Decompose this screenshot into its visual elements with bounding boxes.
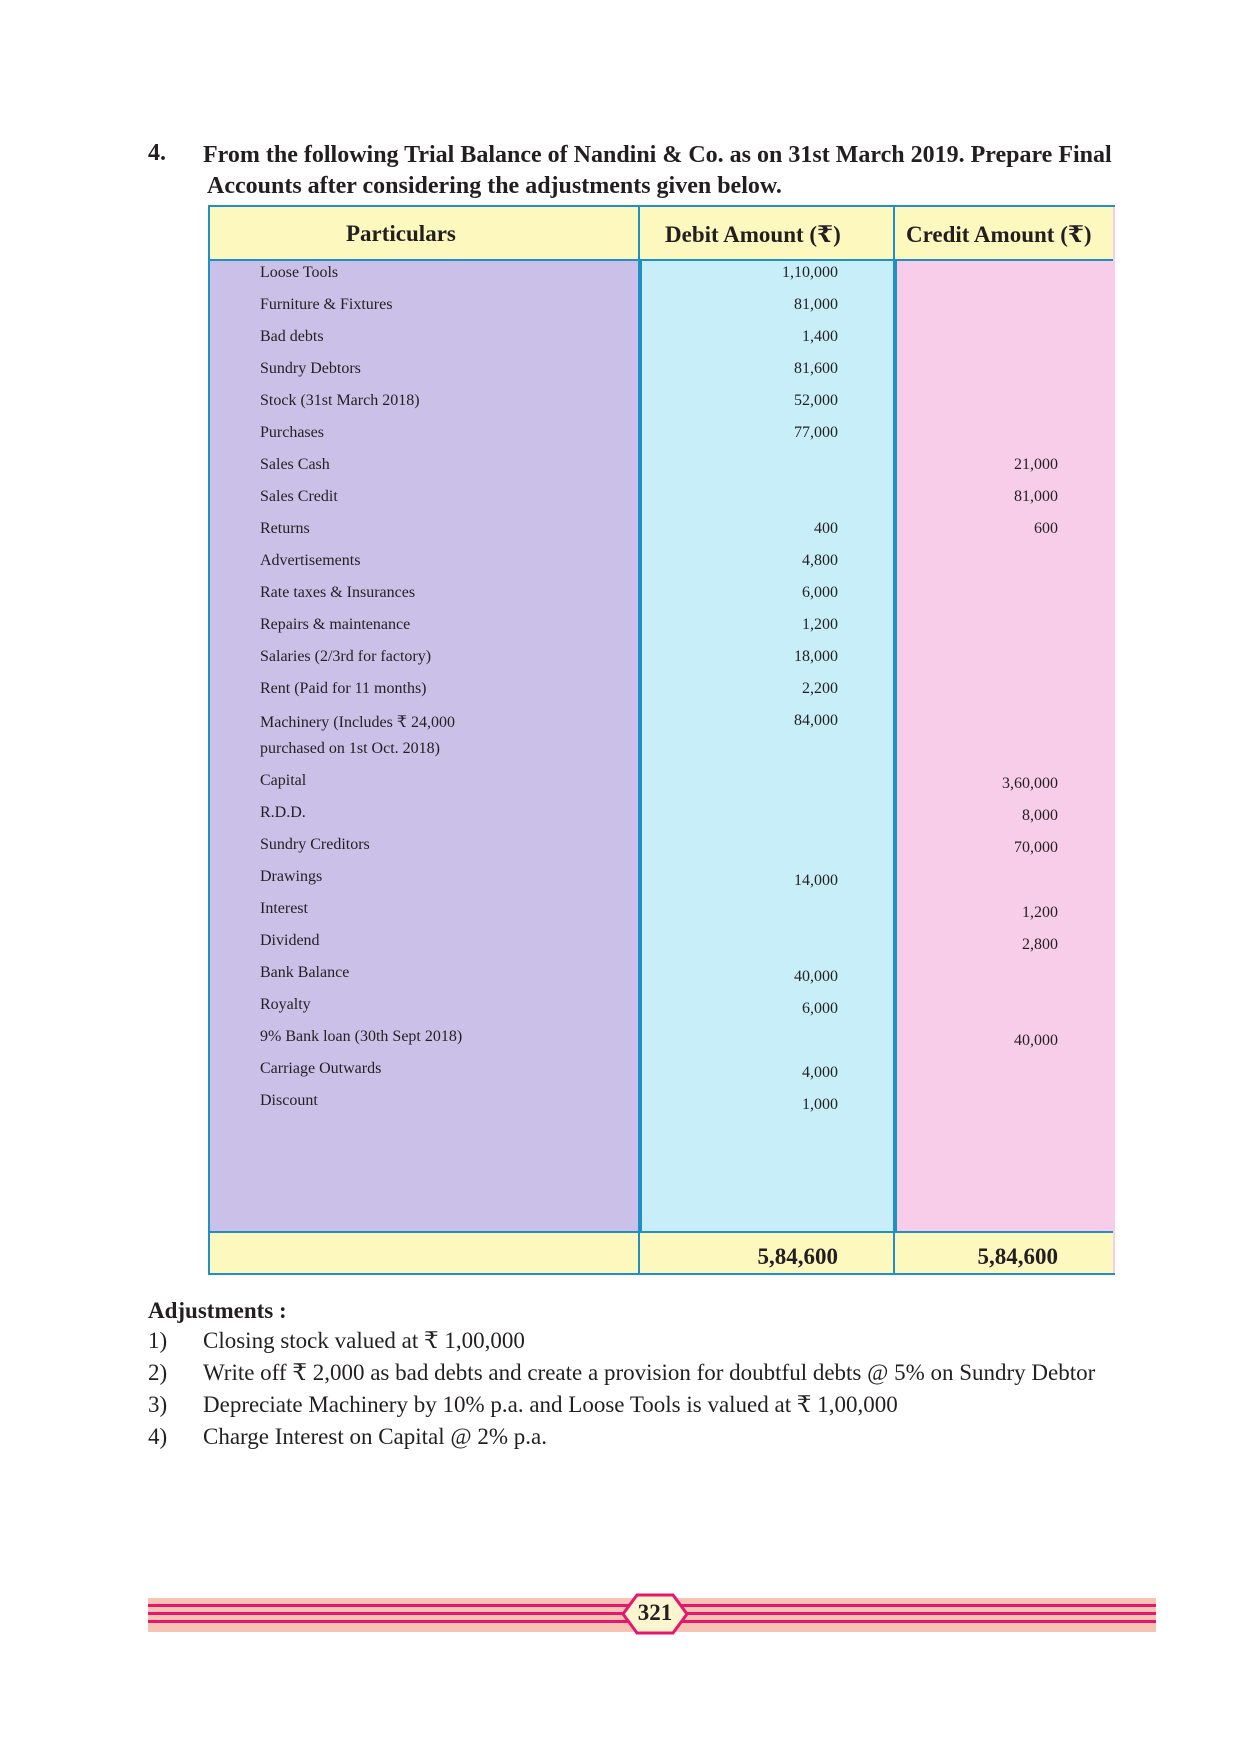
adjustment-number: 2) bbox=[148, 1360, 168, 1385]
row-particulars: Bad debts bbox=[260, 328, 324, 345]
row-particulars: Furniture & Fixtures bbox=[260, 296, 393, 313]
row-particulars: Sales Credit bbox=[260, 488, 338, 505]
row-particulars: Discount bbox=[260, 1092, 318, 1109]
row-particulars: Capital bbox=[260, 772, 307, 789]
page-number: 321 bbox=[637, 1600, 673, 1625]
row-particulars-continued: purchased on 1st Oct. 2018) bbox=[260, 740, 440, 757]
question-text bbox=[203, 140, 1163, 202]
row-debit: 4,800 bbox=[802, 552, 838, 569]
row-particulars: Rate taxes & Insurances bbox=[260, 584, 416, 601]
total-credit: 5,84,600 bbox=[977, 1244, 1058, 1269]
row-credit: 1,200 bbox=[1022, 904, 1058, 921]
row-debit: 1,400 bbox=[802, 328, 838, 345]
row-credit: 8,000 bbox=[1022, 807, 1058, 824]
row-particulars: Rent (Paid for 11 months) bbox=[260, 680, 427, 697]
row-particulars: Purchases bbox=[260, 424, 324, 441]
row-debit: 52,000 bbox=[794, 392, 838, 409]
question-line-2: Accounts after considering the adjustments given below. bbox=[207, 173, 782, 199]
row-particulars: Sundry Creditors bbox=[260, 836, 370, 853]
header-debit: Debit Amount (₹) bbox=[665, 222, 841, 247]
row-debit: 77,000 bbox=[794, 424, 838, 441]
row-particulars: Stock (31st March 2018) bbox=[260, 392, 420, 409]
row-credit: 2,800 bbox=[1022, 936, 1058, 953]
row-debit: 81,600 bbox=[794, 360, 838, 377]
row-particulars: Interest bbox=[260, 900, 308, 917]
row-debit: 84,000 bbox=[794, 712, 838, 729]
adjustment-item bbox=[148, 1328, 525, 1354]
row-credit: 40,000 bbox=[1014, 1032, 1058, 1049]
row-particulars: Carriage Outwards bbox=[260, 1060, 382, 1077]
row-particulars: Returns bbox=[260, 520, 310, 537]
column-divider bbox=[893, 207, 895, 1273]
adjustment-text: Charge Interest on Capital @ 2% p.a. bbox=[203, 1424, 547, 1449]
question-number: 4. bbox=[148, 140, 166, 166]
adjustment-number: 1) bbox=[148, 1328, 168, 1353]
adjustment-item bbox=[148, 1392, 898, 1418]
row-credit: 70,000 bbox=[1014, 839, 1058, 856]
adjustment-number: 4) bbox=[148, 1424, 168, 1449]
adjustments-title: Adjustments : bbox=[148, 1298, 287, 1323]
row-particulars: 9% Bank loan (30th Sept 2018) bbox=[260, 1028, 463, 1045]
row-particulars: Advertisements bbox=[260, 552, 361, 569]
row-debit: 6,000 bbox=[802, 1000, 838, 1017]
credit-column bbox=[895, 207, 1115, 1273]
row-particulars: Repairs & maintenance bbox=[260, 616, 411, 633]
row-particulars: Drawings bbox=[260, 868, 323, 885]
row-credit: 21,000 bbox=[1014, 456, 1058, 473]
row-particulars: Sundry Debtors bbox=[260, 360, 361, 377]
row-credit: 3,60,000 bbox=[1002, 775, 1058, 792]
adjustment-text: Closing stock valued at ₹ 1,00,000 bbox=[203, 1328, 525, 1353]
header-particulars: Particulars bbox=[346, 221, 456, 246]
adjustment-text: Write off ₹ 2,000 as bad debts and create a provision for doubtful debts @ 5% on Sundry Debtor bbox=[203, 1360, 1096, 1385]
row-debit: 18,000 bbox=[794, 648, 838, 665]
row-particulars: R.D.D. bbox=[260, 804, 306, 821]
row-particulars: Machinery (Includes ₹ 24,000 bbox=[260, 714, 456, 731]
row-particulars: Sales Cash bbox=[260, 456, 330, 473]
row-particulars: Dividend bbox=[260, 932, 320, 949]
row-debit: 14,000 bbox=[794, 872, 838, 889]
row-debit: 6,000 bbox=[802, 584, 838, 601]
header-credit: Credit Amount (₹) bbox=[906, 222, 1092, 247]
total-debit: 5,84,600 bbox=[757, 1244, 838, 1269]
adjustment-item bbox=[148, 1360, 1095, 1386]
adjustment-number: 3) bbox=[148, 1392, 168, 1417]
row-debit: 1,200 bbox=[802, 616, 838, 633]
row-debit: 4,000 bbox=[802, 1064, 838, 1081]
row-debit: 81,000 bbox=[794, 296, 838, 313]
row-debit: 1,10,000 bbox=[782, 264, 838, 281]
row-debit: 400 bbox=[814, 520, 838, 537]
trial-balance-table bbox=[208, 205, 1115, 1275]
row-debit: 1,000 bbox=[802, 1096, 838, 1113]
row-particulars: Loose Tools bbox=[260, 264, 339, 281]
question-line-1: From the following Trial Balance of Nandini & Co. as on 31st March 2019. Prepare Final bbox=[203, 142, 1112, 168]
row-particulars: Royalty bbox=[260, 996, 311, 1013]
row-particulars: Salaries (2/3rd for factory) bbox=[260, 648, 432, 665]
adjustment-text: Depreciate Machinery by 10% p.a. and Loose Tools is valued at ₹ 1,00,000 bbox=[203, 1392, 898, 1417]
adjustment-item bbox=[148, 1424, 547, 1450]
row-credit: 81,000 bbox=[1014, 488, 1058, 505]
row-credit: 600 bbox=[1034, 520, 1058, 537]
row-particulars: Bank Balance bbox=[260, 964, 350, 981]
row-debit: 2,200 bbox=[802, 680, 838, 697]
row-debit: 40,000 bbox=[794, 968, 838, 985]
